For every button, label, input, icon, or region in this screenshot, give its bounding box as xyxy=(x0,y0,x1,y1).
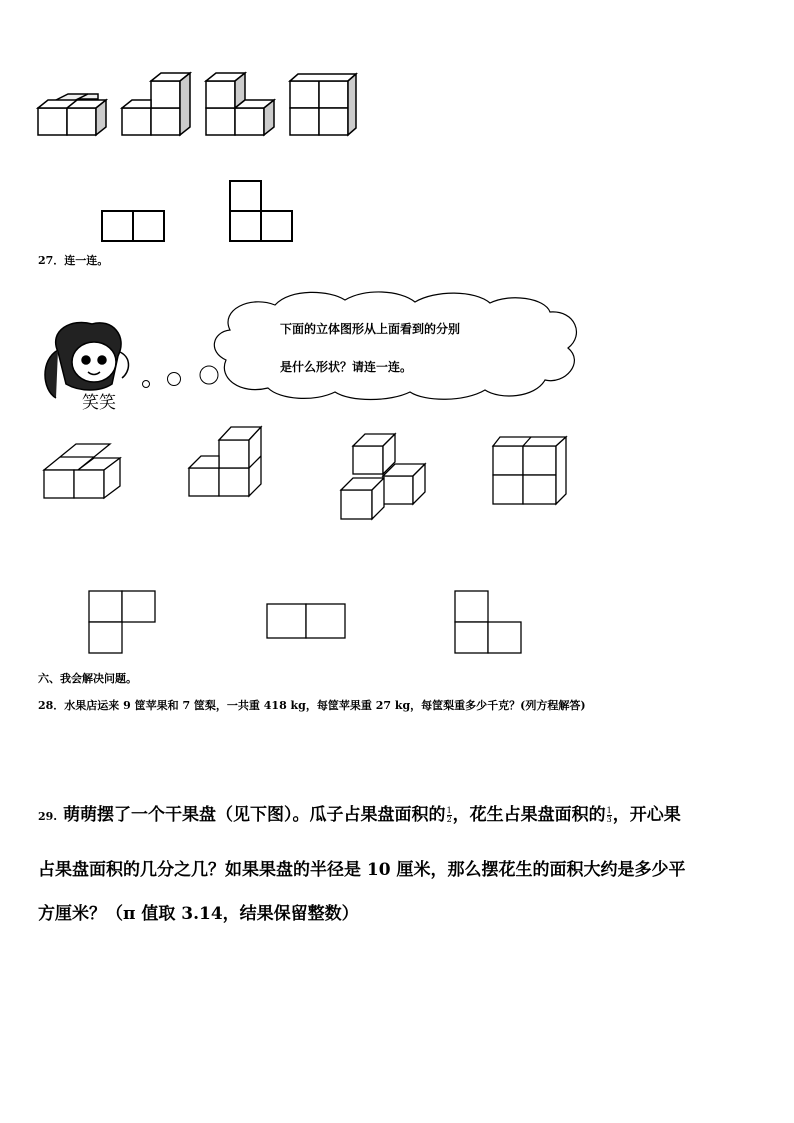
bubble-text-line-2: 是什么形状？请连一连。 xyxy=(280,360,413,374)
question-29-part-3: ，开心果 xyxy=(612,805,681,825)
question-29-part-2: ，花生占果盘面积的 xyxy=(452,805,606,825)
fraction-one-half: $\frac{1}{2}$ xyxy=(446,806,452,824)
question-29-line-3: 方厘米？（π 值取 3.14，结果保留整数） xyxy=(38,904,359,924)
q27-top-view-2 xyxy=(267,604,345,638)
bubble-text-line-1: 下面的立体图形从上面看到的分别 xyxy=(280,322,461,336)
question-29-part-1: 萌萌摆了一个干果盘（见下图）。瓜子占果盘面积的 xyxy=(63,805,446,825)
character-label: 笑笑 xyxy=(82,393,116,413)
question-27-heading: 27．连一连。 xyxy=(38,254,109,267)
q27-top-view-1 xyxy=(89,591,155,653)
fraction-one-third: $\frac{1}{3}$ xyxy=(606,806,612,824)
section-6-heading: 六、我会解决问题。 xyxy=(38,672,137,685)
question-29-number: 29. xyxy=(38,810,58,823)
q27-top-view-3 xyxy=(455,591,521,653)
question-29-line-1 xyxy=(38,800,681,825)
question-28-text: 28．水果店运来 9 筐苹果和 7 筐梨，一共重 418 kg，每筐苹果重 27 kg，每筐梨重多少千克？(列方程解答) xyxy=(38,699,586,712)
question-29-line-2: 占果盘面积的几分之几？如果果盘的半径是 10 厘米，那么摆花生的面积大约是多少平 xyxy=(38,860,686,880)
